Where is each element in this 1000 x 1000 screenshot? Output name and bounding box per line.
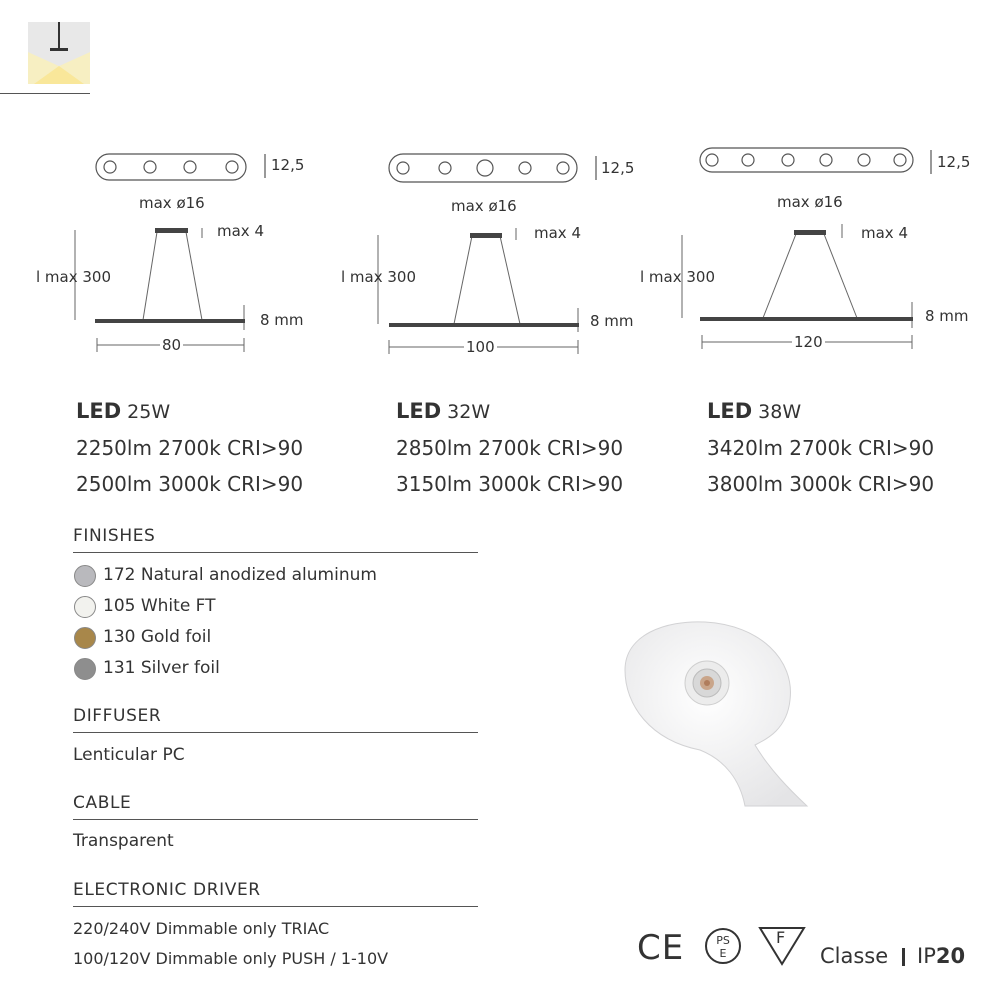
- finish-label-silver: 131 Silver foil: [103, 658, 220, 678]
- model-1-led-specs: [76, 393, 303, 502]
- ip-value: 20: [935, 944, 966, 968]
- cable-value: Transparent: [73, 831, 174, 851]
- model-2-led-specs: [396, 393, 623, 502]
- pse-bottom-text: E: [719, 947, 727, 960]
- class-one-bar: [902, 948, 905, 966]
- model-2-lumen-2700: 2850lm 2700k CRI>90: [396, 436, 624, 460]
- finish-label-natural-aluminum: 172 Natural anodized aluminum: [103, 565, 377, 585]
- brand-logo: [28, 22, 90, 84]
- model-1-power: 25W: [127, 401, 171, 423]
- model-3-width-label: 120: [794, 333, 823, 351]
- model-1-lumen-3000: 2500lm 3000k CRI>90: [76, 472, 304, 496]
- finish-swatch-white: [74, 596, 96, 618]
- pse-top-text: PS: [716, 934, 730, 947]
- finish-label-gold: 130 Gold foil: [103, 627, 212, 647]
- product-photo: [595, 610, 810, 810]
- driver-line-2: 100/120V Dimmable only PUSH / 1-10V: [73, 949, 389, 968]
- model-2-height-label: 12,5: [601, 159, 635, 177]
- model-1-canopy-height-label: max 4: [217, 222, 264, 240]
- model-3-lumen-2700: 3420lm 2700k CRI>90: [707, 436, 935, 460]
- driver-rule: [73, 906, 478, 907]
- f-mark-letter: F: [776, 928, 786, 947]
- classe-label: Classe: [820, 944, 889, 968]
- model-3-led-specs: [707, 393, 934, 502]
- model-3-canopy-height-label: max 4: [861, 224, 908, 242]
- model-2-width-label: 100: [466, 338, 495, 356]
- model-2-lumen-3000: 3150lm 3000k CRI>90: [396, 472, 624, 496]
- model-3-canopy-label: max ø16: [777, 193, 843, 211]
- diffuser-title: DIFFUSER: [73, 706, 162, 726]
- logo-underline: [0, 93, 90, 94]
- model-3-led-label: LED: [707, 399, 753, 423]
- finish-swatch-natural-aluminum: [74, 565, 96, 587]
- model-2-canopy-height-label: max 4: [534, 224, 581, 242]
- model-1-width-label: 80: [162, 336, 182, 354]
- finishes-title: FINISHES: [73, 526, 156, 546]
- finish-label-white: 105 White FT: [103, 596, 216, 616]
- model-1-thickness-label: 8 mm: [260, 311, 304, 329]
- model-1-canopy-label: max ø16: [139, 194, 205, 212]
- diffuser-value: Lenticular PC: [73, 745, 185, 765]
- model-3-thickness-label: 8 mm: [925, 307, 969, 325]
- model-1-lumen-2700: 2250lm 2700k CRI>90: [76, 436, 304, 460]
- model-3-power: 38W: [758, 401, 802, 423]
- ip-prefix: IP: [917, 944, 936, 968]
- model-2-thickness-label: 8 mm: [590, 312, 634, 330]
- model-3-lumen-3000: 3800lm 3000k CRI>90: [707, 472, 935, 496]
- technical-drawings: [0, 140, 1000, 365]
- cable-title: CABLE: [73, 793, 132, 813]
- ce-mark-icon: CE: [637, 928, 685, 968]
- finish-swatch-gold: [74, 627, 96, 649]
- model-3-cable-label: l max 300: [640, 268, 716, 286]
- pse-mark-icon: [705, 928, 741, 964]
- model-1-led-label: LED: [76, 399, 122, 423]
- finishes-rule: [73, 552, 478, 553]
- cable-rule: [73, 819, 478, 820]
- model-2-cable-label: l max 300: [341, 268, 417, 286]
- model-1-cable-label: l max 300: [36, 268, 112, 286]
- model-2-power: 32W: [447, 401, 491, 423]
- model-2-led-label: LED: [396, 399, 442, 423]
- ip-rating: [917, 944, 965, 968]
- finish-swatch-silver: [74, 658, 96, 680]
- driver-line-1: 220/240V Dimmable only TRIAC: [73, 919, 330, 938]
- diffuser-rule: [73, 732, 478, 733]
- driver-title: ELECTRONIC DRIVER: [73, 880, 261, 900]
- model-3-height-label: 12,5: [937, 153, 971, 171]
- model-1-height-label: 12,5: [271, 156, 305, 174]
- model-2-canopy-label: max ø16: [451, 197, 517, 215]
